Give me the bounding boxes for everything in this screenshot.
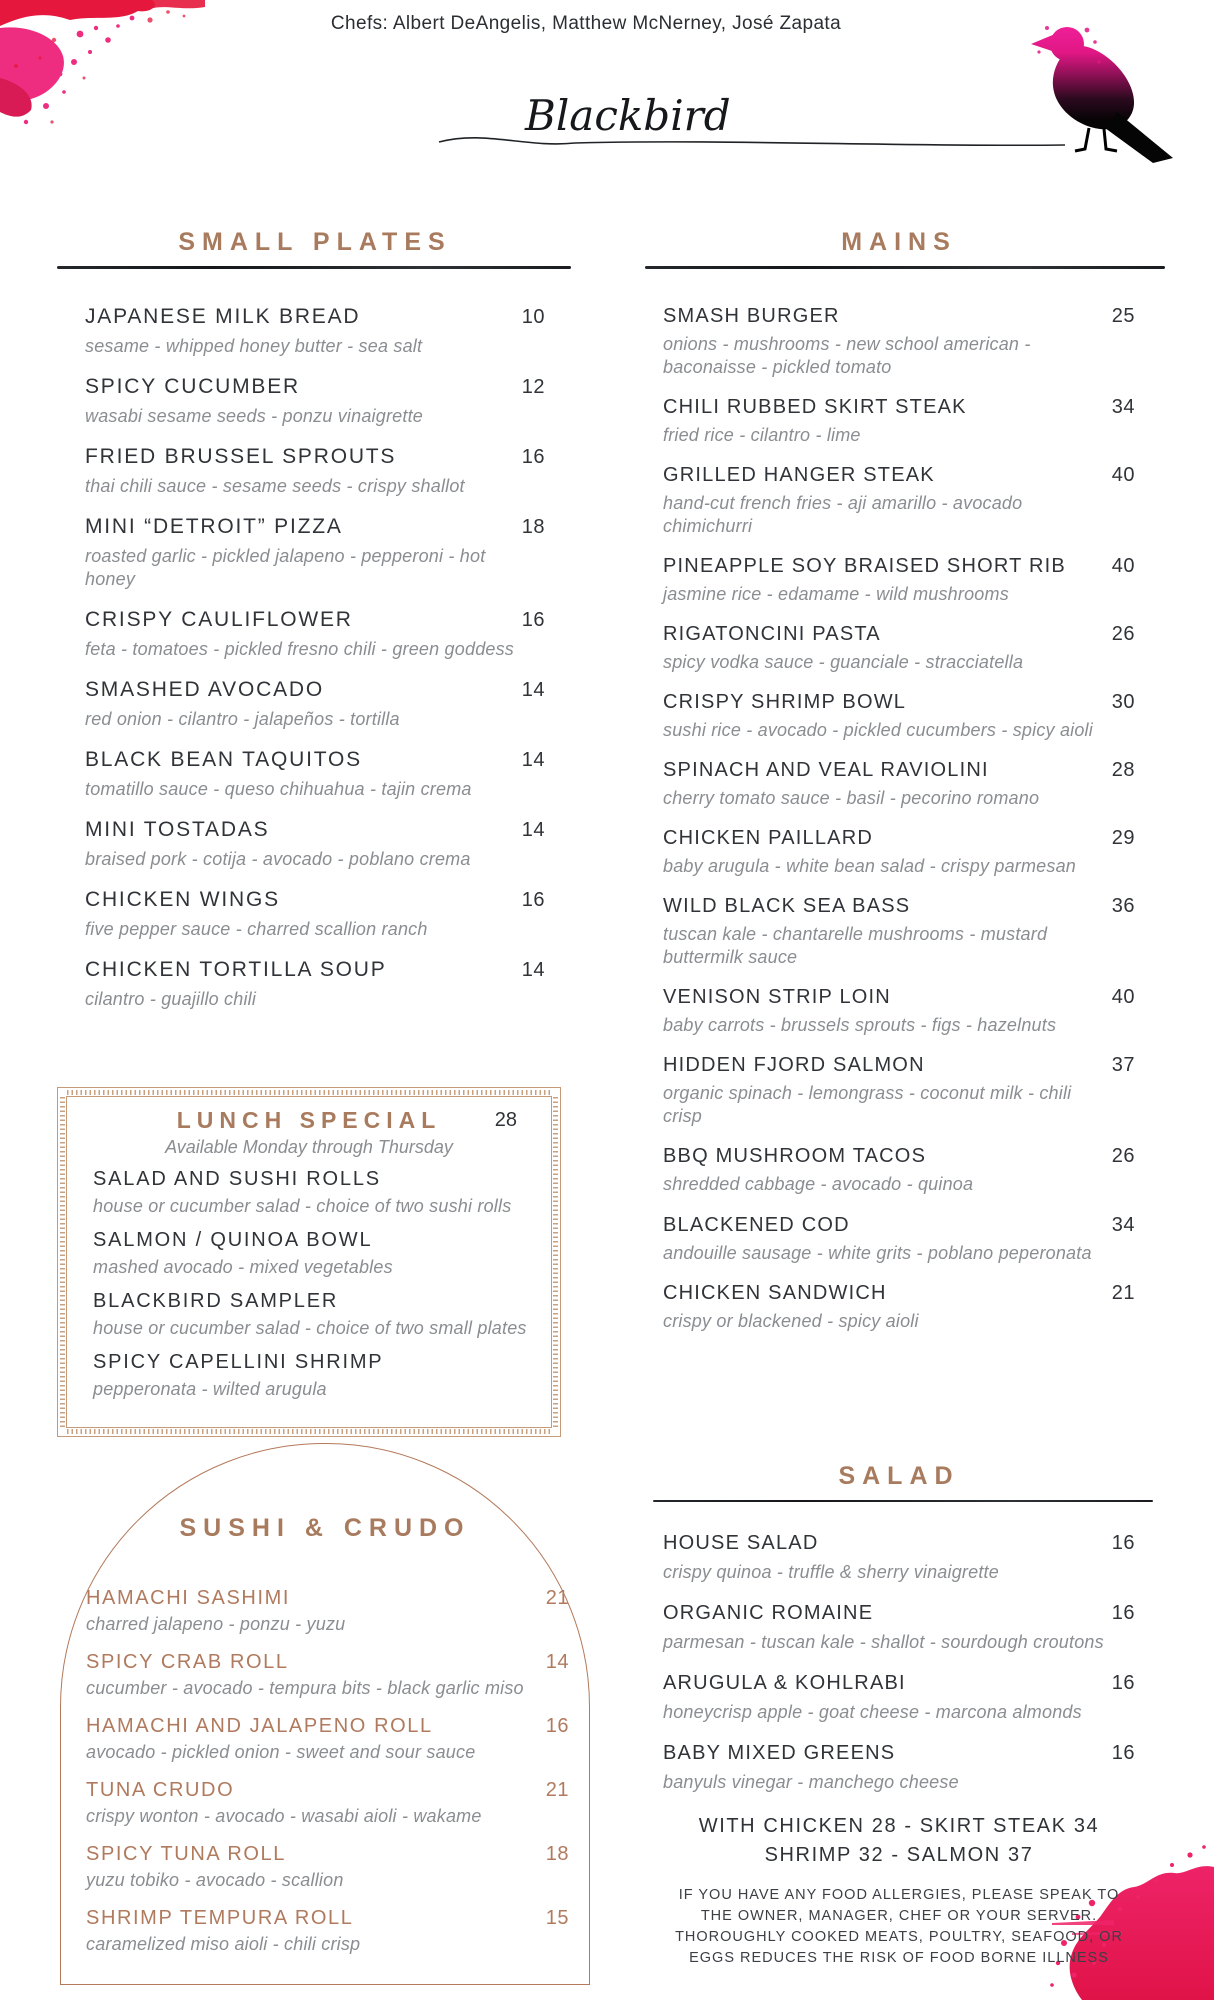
item-price: 14: [521, 749, 545, 772]
item-name: BABY MIXED GREENS: [663, 1742, 896, 1765]
menu-item-list: [663, 1532, 1135, 1794]
item-price: 37: [1111, 1054, 1135, 1077]
menu-item: [85, 678, 545, 731]
item-name: BLACKBIRD SAMPLER: [93, 1290, 339, 1313]
item-name: MINI “DETROIT” PIZZA: [85, 515, 343, 539]
item-name: PINEAPPLE SOY BRAISED SHORT RIB: [663, 555, 1066, 578]
item-price: 26: [1111, 1145, 1135, 1168]
menu-item: [86, 1843, 569, 1892]
item-price: 15: [545, 1907, 569, 1930]
item-price: 25: [1111, 305, 1135, 327]
item-description: fried rice - cilantro - lime: [663, 425, 861, 446]
item-name: SMASHED AVOCADO: [85, 678, 324, 702]
lunch-special-inner: [66, 1096, 552, 1428]
menu-item: [85, 958, 545, 1011]
salad-addon-line: WITH CHICKEN 28 - SKIRT STEAK 34: [698, 1815, 1100, 1838]
menu-item: [663, 396, 1135, 447]
item-description: cherry tomato sauce - basil - pecorino romano: [663, 788, 1040, 809]
item-price: 36: [1111, 895, 1135, 918]
item-price: 16: [1111, 1602, 1135, 1625]
menu-item: [86, 1907, 569, 1956]
item-name: BLACK BEAN TAQUITOS: [85, 748, 362, 772]
item-name: FRIED BRUSSEL SPROUTS: [85, 445, 397, 469]
item-name: CHICKEN SANDWICH: [663, 1281, 887, 1304]
menu-item: [663, 827, 1135, 878]
salad-addons: [663, 1812, 1135, 1869]
menu-item: [85, 818, 545, 871]
menu-item: [86, 1715, 569, 1764]
menu-item: [663, 623, 1135, 674]
item-description: braised pork - cotija - avocado - poblano crema: [85, 849, 471, 870]
item-description: feta - tomatoes - pickled fresno chili - green goddess: [85, 639, 515, 660]
item-name: WILD BLACK SEA BASS: [663, 895, 911, 918]
item-price: 21: [545, 1779, 569, 1802]
item-description: spicy vodka sauce - guanciale - stracciatella: [663, 652, 1024, 673]
item-description: andouille sausage - white grits - poblano peperonata: [663, 1242, 1092, 1263]
item-name: VENISON STRIP LOIN: [663, 986, 891, 1009]
item-name: HAMACHI AND JALAPENO ROLL: [86, 1715, 433, 1738]
item-price: 16: [1111, 1672, 1135, 1695]
blackbird-logo: [425, 26, 1175, 174]
menu-item: [663, 1742, 1135, 1794]
menu-item: [93, 1168, 531, 1218]
item-price: 14: [521, 679, 545, 702]
item-name: SHRIMP TEMPURA ROLL: [86, 1907, 354, 1930]
menu-item: [663, 1282, 1135, 1333]
allergy-note: IF YOU HAVE ANY FOOD ALLERGIES, PLEASE SPEAK TO THE OWNER, MANAGER, CHEF OR YOUR SERVER. THOROUGHLY COOKED MEATS, POULTRY, SEAFOOD, OR EGGS REDUCES THE RISK OF FOOD BORNE ILLNESS: [675, 1886, 1123, 1966]
item-price: 16: [521, 609, 545, 632]
lunch-special-subtitle: Available Monday through Thursday: [165, 1137, 453, 1157]
item-price: 16: [545, 1715, 569, 1738]
section-title: LUNCH SPECIAL: [176, 1107, 442, 1133]
item-name: SPINACH AND VEAL RAVIOLINI: [663, 759, 989, 782]
section-salad: [663, 1462, 1135, 1969]
menu-item-list: [85, 305, 545, 1011]
item-name: ARUGULA & KOHLRABI: [663, 1672, 906, 1695]
item-description: house or cucumber salad - choice of two small plates: [93, 1318, 527, 1339]
item-name: CHICKEN TORTILLA SOUP: [85, 958, 387, 982]
item-price: 14: [545, 1651, 569, 1674]
item-name: HIDDEN FJORD SALMON: [663, 1054, 925, 1077]
item-description: baby carrots - brussels sprouts - figs - hazelnuts: [663, 1015, 1057, 1036]
item-price: 14: [521, 959, 545, 982]
item-description: onions - mushrooms - new school american - baconaisse - pickled tomato: [663, 334, 1031, 378]
menu-item: [663, 555, 1135, 606]
menu-item: [86, 1587, 569, 1636]
bird-icon: [1031, 26, 1173, 163]
section-divider: [645, 266, 1165, 269]
section-title: SMALL PLATES: [178, 228, 452, 256]
menu-item: [85, 445, 545, 498]
item-price: 30: [1111, 691, 1135, 714]
item-description: crispy quinoa - truffle & sherry vinaigrette: [663, 1562, 999, 1582]
section-mains: [663, 228, 1135, 1350]
section-lunch-special: [57, 1087, 561, 1437]
item-name: SMASH BURGER: [663, 305, 840, 327]
item-name: TUNA CRUDO: [86, 1779, 235, 1802]
item-description: baby arugula - white bean salad - crispy parmesan: [663, 856, 1077, 877]
menu-item: [93, 1351, 531, 1401]
lunch-special-price: 28: [494, 1109, 517, 1131]
item-description: tomatillo sauce - queso chihuahua - tajin crema: [85, 779, 472, 800]
menu-item: [93, 1229, 531, 1279]
item-price: 16: [521, 889, 545, 912]
item-description: avocado - pickled onion - sweet and sour sauce: [86, 1742, 476, 1763]
item-description: jasmine rice - edamame - wild mushrooms: [663, 584, 1009, 605]
item-price: 16: [1111, 1742, 1135, 1765]
menu-item: [663, 1532, 1135, 1584]
item-description: red onion - cilantro - jalapeños - tortilla: [85, 709, 400, 730]
menu-item: [663, 986, 1135, 1037]
item-description: yuzu tobiko - avocado - scallion: [86, 1870, 344, 1891]
section-divider: [653, 1500, 1153, 1502]
item-name: CHILI RUBBED SKIRT STEAK: [663, 396, 967, 419]
menu-item: [663, 759, 1135, 810]
item-description: shredded cabbage - avocado - quinoa: [663, 1174, 974, 1195]
menu-item: [85, 375, 545, 428]
item-description: hand-cut french fries - aji amarillo - avocado chimichurri: [663, 493, 1023, 537]
item-price: 40: [1111, 555, 1135, 578]
menu-item-list: [663, 305, 1135, 1333]
chefs-line: Chefs: Albert DeAngelis, Matthew McNerney, José Zapata: [330, 13, 842, 34]
item-price: 16: [1111, 1532, 1135, 1554]
item-name: SPICY CRAB ROLL: [86, 1651, 289, 1674]
item-name: RIGATONCINI PASTA: [663, 623, 881, 646]
menu-item: [85, 748, 545, 801]
item-description: crispy or blackened - spicy aioli: [663, 1310, 919, 1331]
section-divider: [57, 266, 571, 269]
item-price: 21: [545, 1587, 569, 1609]
item-description: wasabi sesame seeds - ponzu vinaigrette: [85, 406, 423, 427]
item-description: roasted garlic - pickled jalapeno - pepperoni - hot honey: [85, 546, 486, 590]
item-price: 29: [1111, 827, 1135, 850]
section-sushi-crudo: [60, 1443, 590, 1985]
item-description: mashed avocado - mixed vegetables: [93, 1257, 393, 1278]
item-description: thai chili sauce - sesame seeds - crispy shallot: [85, 476, 465, 497]
item-price: 12: [521, 376, 545, 399]
item-description: cucumber - avocado - tempura bits - black garlic miso: [86, 1678, 524, 1699]
item-description: sesame - whipped honey butter - sea salt: [85, 336, 423, 356]
item-name: HOUSE SALAD: [663, 1532, 819, 1554]
item-name: SPICY TUNA ROLL: [86, 1843, 286, 1866]
item-description: crispy wonton - avocado - wasabi aioli - wakame: [86, 1806, 482, 1827]
menu-item: [85, 888, 545, 941]
item-name: MINI TOSTADAS: [85, 818, 270, 842]
menu-item: [85, 305, 545, 358]
menu-item: [663, 895, 1135, 969]
item-name: BLACKENED COD: [663, 1213, 850, 1236]
logo-script-text: Blackbird: [525, 91, 731, 140]
item-name: SALMON / QUINOA BOWL: [93, 1229, 373, 1252]
ticket-border-ticks: [67, 1429, 551, 1434]
item-price: 40: [1111, 986, 1135, 1009]
item-price: 21: [1111, 1281, 1135, 1304]
item-name: JAPANESE MILK BREAD: [85, 305, 361, 328]
item-price: 18: [521, 516, 545, 539]
item-name: BBQ MUSHROOM TACOS: [663, 1145, 927, 1168]
item-description: cilantro - guajillo chili: [85, 989, 257, 1010]
item-price: 34: [1111, 1213, 1135, 1236]
menu-item: [86, 1779, 569, 1828]
menu-item-list: [87, 1168, 531, 1401]
menu-item: [663, 1145, 1135, 1196]
item-description: banyuls vinegar - manchego cheese: [663, 1772, 959, 1793]
item-name: CRISPY SHRIMP BOWL: [663, 691, 907, 714]
item-price: 16: [521, 446, 545, 469]
item-name: CHICKEN PAILLARD: [663, 827, 873, 850]
item-price: 26: [1111, 623, 1135, 646]
item-description: pepperonata - wilted arugula: [93, 1379, 327, 1400]
menu-item: [86, 1651, 569, 1700]
item-description: tuscan kale - chantarelle mushrooms - mustard buttermilk sauce: [663, 924, 1048, 968]
section-small-plates: [85, 228, 545, 1028]
item-price: 34: [1111, 396, 1135, 419]
menu-item: [663, 464, 1135, 538]
item-price: 18: [545, 1843, 569, 1866]
item-description: sushi rice - avocado - pickled cucumbers - spicy aioli: [663, 720, 1093, 741]
item-name: CHICKEN WINGS: [85, 888, 280, 912]
menu-item: [663, 1214, 1135, 1265]
menu-item: [663, 305, 1135, 379]
menu-item: [663, 1672, 1135, 1724]
menu-item-list: [86, 1587, 569, 1956]
item-description: five pepper sauce - charred scallion ranch: [85, 919, 428, 940]
menu-item: [663, 1602, 1135, 1654]
item-name: ORGANIC ROMAINE: [663, 1602, 874, 1625]
item-description: caramelized miso aioli - chili crisp: [86, 1934, 361, 1955]
section-title: SUSHI & CRUDO: [179, 1514, 471, 1542]
item-name: HAMACHI SASHIMI: [86, 1587, 291, 1609]
menu-item: [663, 1054, 1135, 1128]
item-description: house or cucumber salad - choice of two sushi rolls: [93, 1196, 512, 1216]
item-name: SPICY CAPELLINI SHRIMP: [93, 1351, 384, 1374]
item-name: SPICY CUCUMBER: [85, 375, 301, 399]
menu-item: [93, 1290, 531, 1340]
item-name: GRILLED HANGER STEAK: [663, 464, 935, 487]
item-description: organic spinach - lemongrass - coconut milk - chili crisp: [663, 1083, 1072, 1127]
menu-item: [85, 515, 545, 591]
ticket-border-ticks: [553, 1097, 558, 1427]
item-description: honeycrisp apple - goat cheese - marcona almonds: [663, 1702, 1082, 1723]
section-title: SALAD: [838, 1462, 960, 1490]
item-price: 10: [521, 306, 545, 328]
ticket-border-ticks: [67, 1090, 551, 1095]
item-price: 40: [1111, 464, 1135, 487]
item-name: SALAD AND SUSHI ROLLS: [93, 1168, 381, 1190]
menu-item: [663, 691, 1135, 742]
item-price: 14: [521, 819, 545, 842]
item-description: charred jalapeno - ponzu - yuzu: [86, 1614, 346, 1634]
section-title: MAINS: [841, 228, 957, 256]
salad-addon-line: SHRIMP 32 - SALMON 37: [764, 1843, 1034, 1866]
ticket-border-ticks: [60, 1097, 65, 1427]
item-name: CRISPY CAULIFLOWER: [85, 608, 353, 632]
menu-item: [85, 608, 545, 661]
item-description: parmesan - tuscan kale - shallot - sourdough croutons: [663, 1632, 1104, 1653]
item-price: 28: [1111, 759, 1135, 782]
